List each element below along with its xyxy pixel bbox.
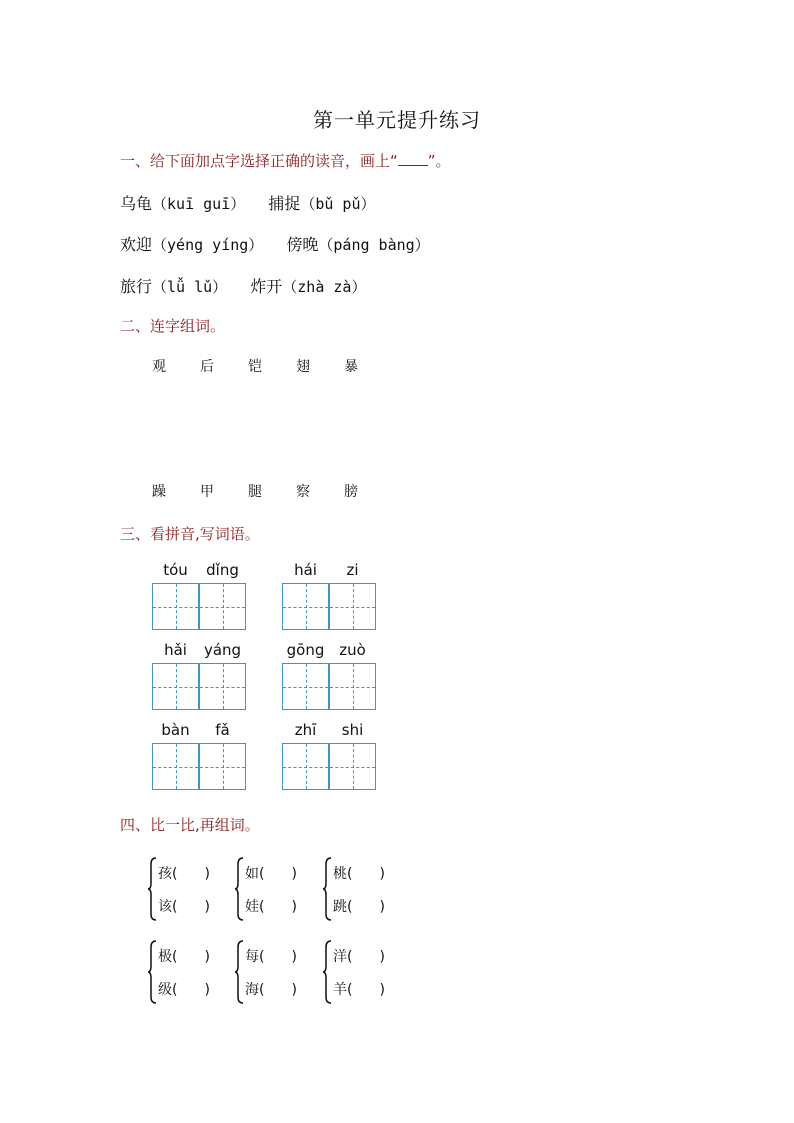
answer-blank [398,152,428,166]
section1-heading [120,150,451,171]
pinyin-item [268,191,375,214]
pinyin-item [250,274,366,297]
grid-pinyin: shi [341,721,364,739]
grid-pinyin: zi [346,561,359,579]
writing-box[interactable] [199,663,246,710]
pinyin-line-1 [120,191,394,214]
connect-char[interactable]: 铠 [248,359,262,375]
connect-char[interactable]: 翅 [296,359,310,375]
pinyin-item [120,191,245,214]
compare-item [245,896,297,916]
writing-box[interactable] [152,743,199,790]
pinyin-word: 乌龟 [120,194,153,213]
pinyin-options[interactable]: （kuī guī） [152,195,246,213]
compare-group [323,856,403,922]
grid-pinyin: hái [294,561,317,579]
compare-char: 如 [245,866,259,882]
compare-item [333,896,385,916]
section3-heading: 三、看拼音,写词语。 [120,525,260,543]
writing-box[interactable] [282,743,329,790]
connect-char[interactable]: 观 [152,359,166,375]
pinyin-word: 捕捉 [268,194,301,213]
brace-icon [148,856,158,922]
connect-char[interactable]: 察 [296,484,310,500]
pinyin-options[interactable]: （yéng yíng） [152,236,264,254]
answer-paren[interactable]: ( ) [347,866,385,882]
answer-paren[interactable]: ( ) [172,982,210,998]
compare-char: 级 [158,982,172,998]
answer-paren[interactable]: ( ) [347,899,385,915]
writing-box[interactable] [329,743,376,790]
writing-box[interactable] [199,743,246,790]
brace-icon [323,856,333,922]
grid-pinyin: fǎ [215,721,230,739]
writing-box[interactable] [282,583,329,630]
compare-char: 桃 [333,866,347,882]
grid-pinyin: bàn [161,721,190,739]
page-title: 第一单元提升练习 [313,108,481,132]
section1-heading-text: 一、给下面加点字选择正确的读音，画上“ [120,152,398,170]
pinyin-options[interactable]: （lǚ lǔ） [152,278,228,296]
connect-char[interactable]: 躁 [152,484,166,500]
grid-pinyin: zuò [339,641,366,659]
writing-box[interactable] [199,583,246,630]
answer-paren[interactable]: ( ) [259,982,297,998]
writing-box[interactable] [329,583,376,630]
pinyin-item [286,232,429,255]
answer-paren[interactable]: ( ) [259,949,297,965]
pinyin-word: 欢迎 [120,235,153,254]
pinyin-word: 傍晚 [286,235,319,254]
pinyin-line-2 [120,232,448,255]
compare-char: 海 [245,982,259,998]
grid-pinyin: dǐng [206,561,239,579]
connect-char[interactable]: 后 [200,359,214,375]
connect-char[interactable]: 腿 [248,484,262,500]
compare-char: 跳 [333,899,347,915]
grid-pinyin: gōng [286,641,325,659]
connect-char[interactable]: 膀 [344,484,358,500]
compare-char: 羊 [333,982,347,998]
grid-pinyin: zhī [294,721,317,739]
connect-char[interactable]: 暴 [344,359,358,375]
compare-item [333,979,385,999]
compare-char: 娃 [245,899,259,915]
pinyin-item [120,232,263,255]
connect-char[interactable]: 甲 [200,484,214,500]
answer-paren[interactable]: ( ) [172,899,210,915]
writing-box[interactable] [152,583,199,630]
compare-item [158,863,210,883]
compare-item [158,896,210,916]
pinyin-item [120,274,227,297]
answer-paren[interactable]: ( ) [259,866,297,882]
answer-paren[interactable]: ( ) [172,949,210,965]
section1-heading-end: ”。 [427,152,451,170]
pinyin-options[interactable]: （bǔ pǔ） [300,195,376,213]
compare-char: 每 [245,949,259,965]
section2-heading: 二、连字组词。 [120,317,226,335]
compare-item [158,946,210,966]
compare-group [235,856,315,922]
compare-group [323,939,403,1005]
brace-icon [323,939,333,1005]
compare-group [235,939,315,1005]
grid-pinyin: tóu [163,561,188,579]
pinyin-word: 旅行 [120,277,153,296]
connect-top-row [152,356,392,376]
compare-char: 洋 [333,949,347,965]
compare-item [158,979,210,999]
writing-box[interactable] [282,663,329,710]
answer-paren[interactable]: ( ) [172,866,210,882]
compare-item [245,979,297,999]
pinyin-options[interactable]: （páng bàng） [318,236,430,254]
answer-paren[interactable]: ( ) [347,949,385,965]
compare-group [148,939,228,1005]
compare-char: 孩 [158,866,172,882]
brace-icon [235,939,245,1005]
brace-icon [148,939,158,1005]
brace-icon [235,856,245,922]
compare-item [245,863,297,883]
compare-group [148,856,228,922]
grid-pinyin: yáng [203,641,242,659]
compare-char: 极 [158,949,172,965]
compare-item [333,946,385,966]
compare-char: 该 [158,899,172,915]
answer-paren[interactable]: ( ) [259,899,297,915]
connect-bottom-row [152,481,392,501]
grid-pinyin: hǎi [164,641,187,659]
compare-item [245,946,297,966]
pinyin-options[interactable]: （zhà zà） [282,278,367,296]
writing-box[interactable] [329,663,376,710]
writing-box[interactable] [152,663,199,710]
pinyin-line-3 [120,274,384,297]
section4-heading: 四、比一比,再组词。 [120,816,260,834]
compare-item [333,863,385,883]
answer-paren[interactable]: ( ) [347,982,385,998]
pinyin-word: 炸开 [250,277,283,296]
